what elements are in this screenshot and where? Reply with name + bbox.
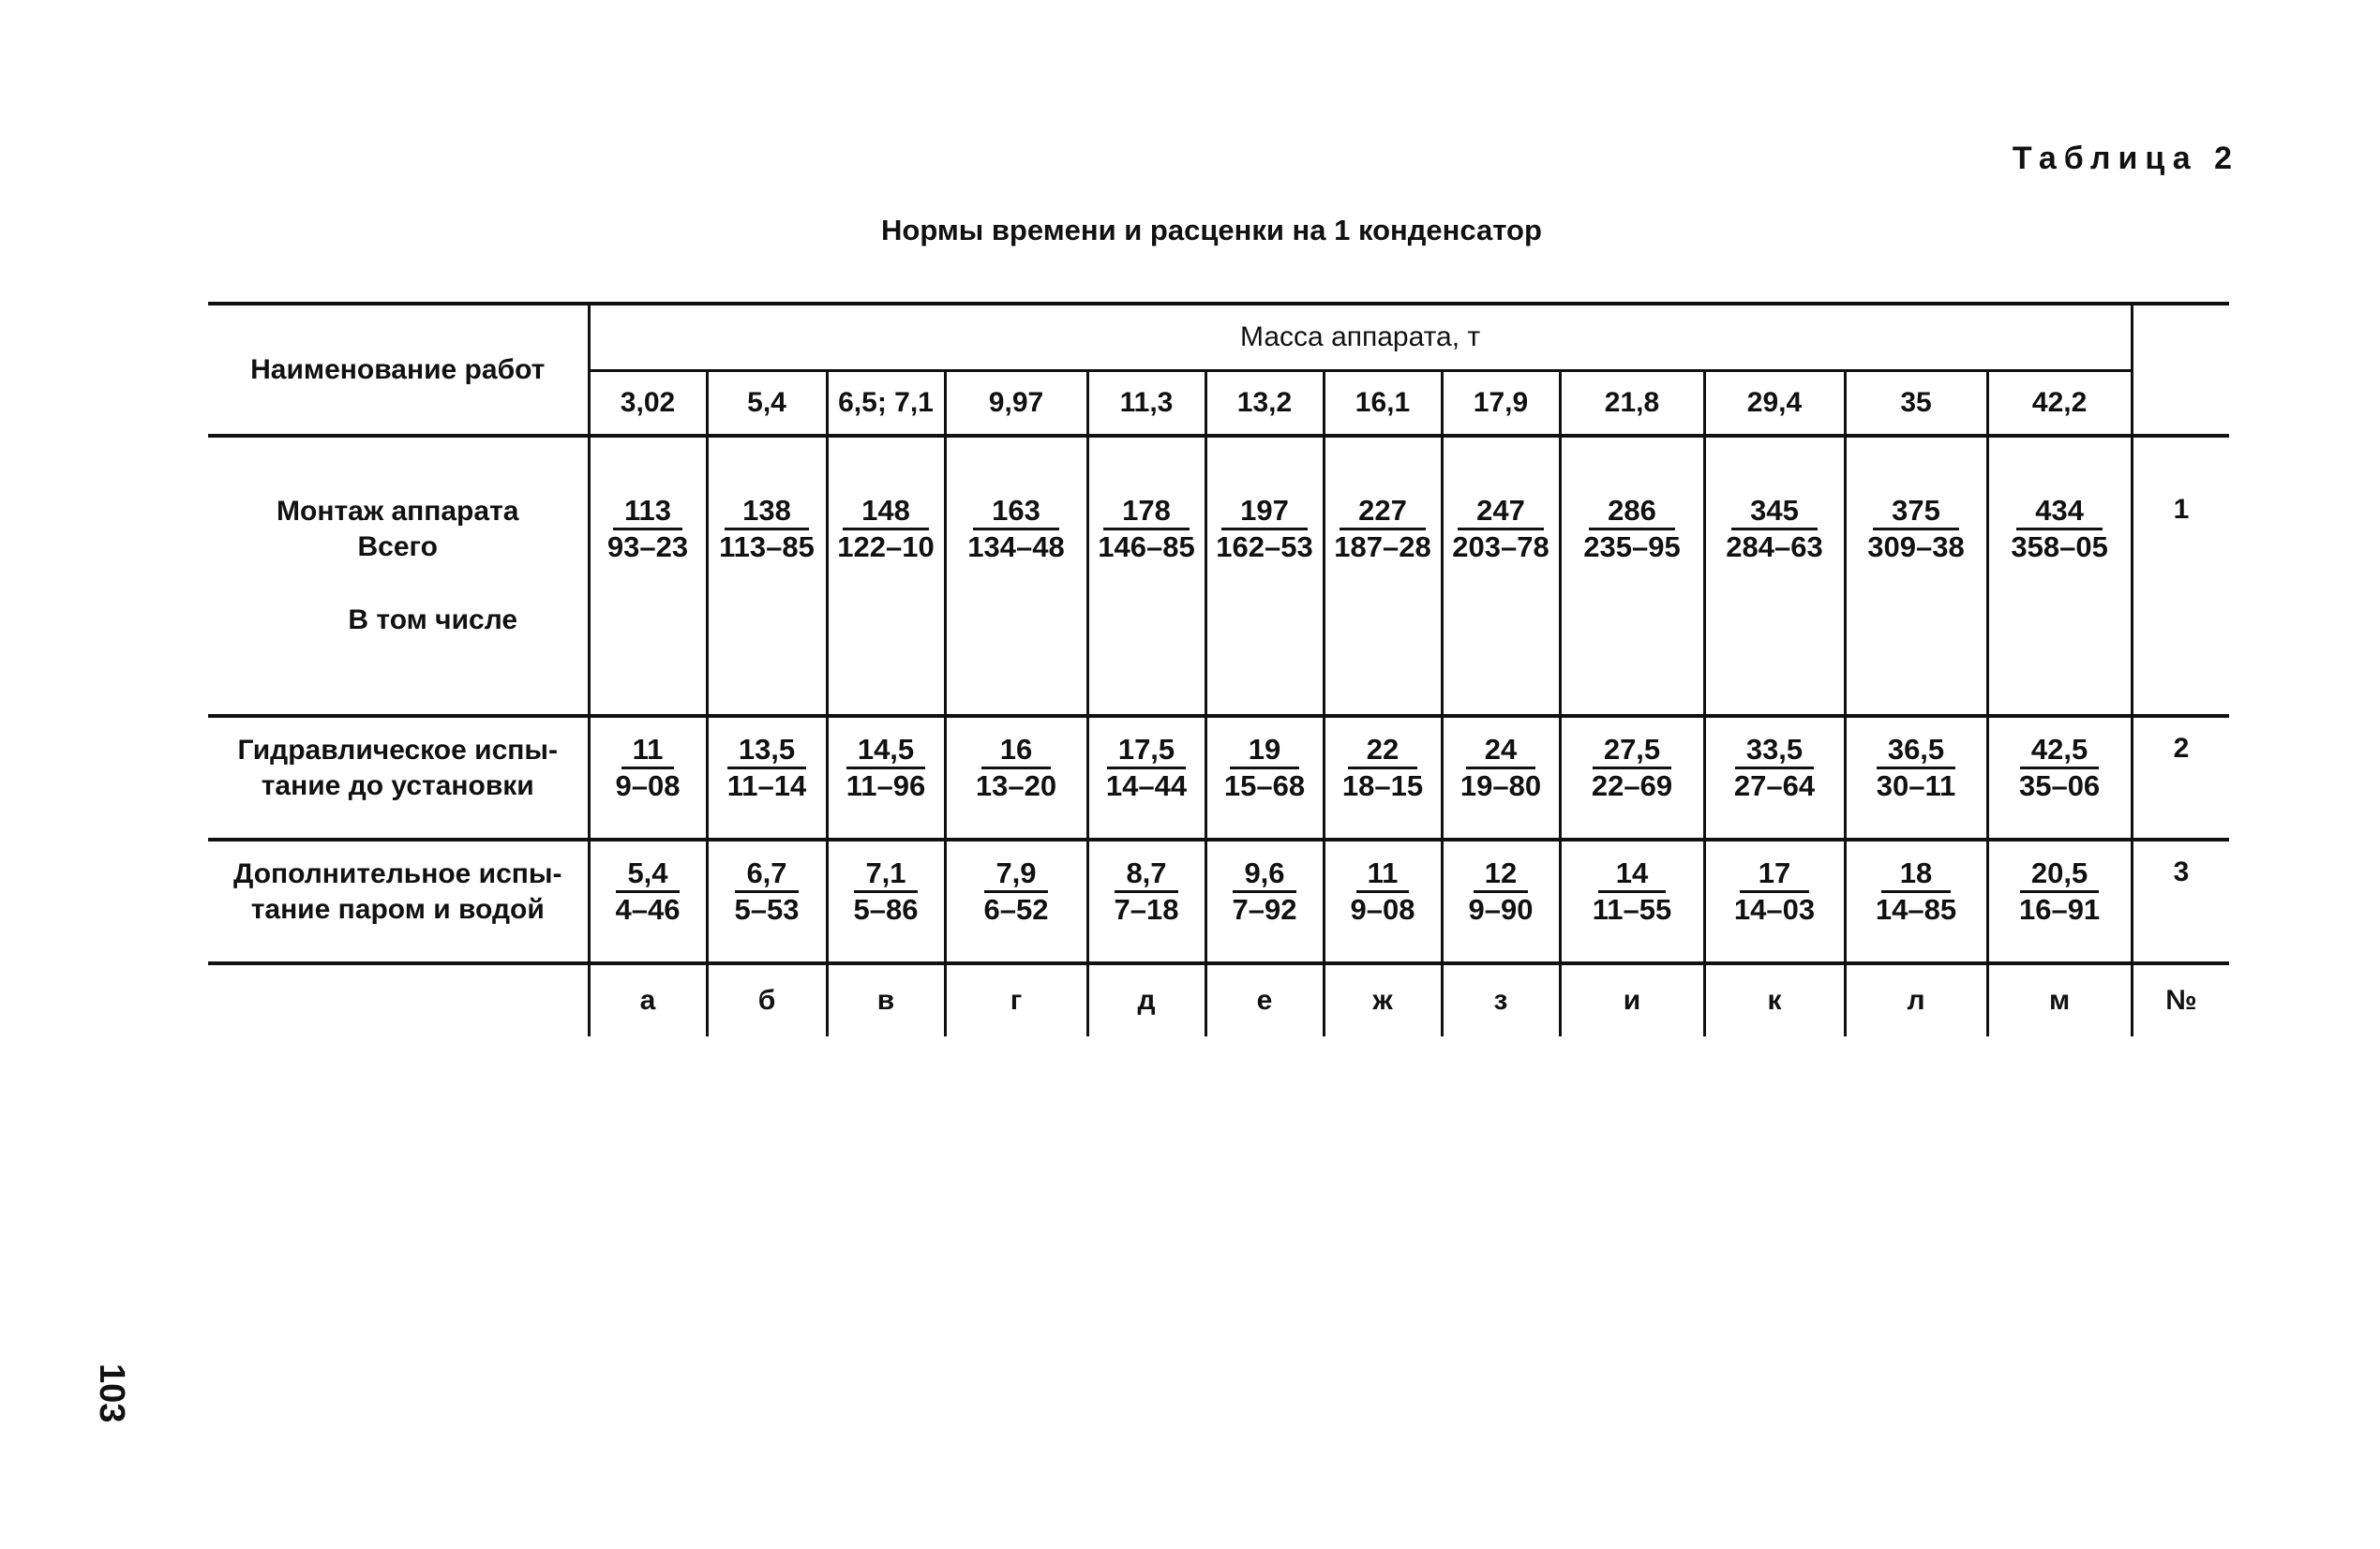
page-number: 103: [92, 1363, 131, 1423]
mass-value: 13,2: [1205, 371, 1324, 437]
row-number: 2: [2132, 716, 2229, 840]
row-number: 1: [2132, 436, 2229, 716]
norm-fraction: [841, 733, 931, 803]
column-letter: д: [1087, 963, 1205, 1036]
time-norm: 17: [1740, 856, 1809, 893]
mass-value: 5,4: [707, 371, 827, 437]
norm-cell: [1845, 436, 1987, 716]
norm-fraction: [610, 856, 684, 927]
column-letter: м: [1987, 963, 2132, 1036]
work-name-line: Всего: [357, 531, 438, 562]
rate-value: 4–46: [615, 893, 681, 926]
norm-fraction: [979, 856, 1053, 927]
time-norm: 163: [973, 494, 1058, 530]
column-letter: г: [945, 963, 1087, 1036]
rate-value: 14–03: [1733, 893, 1816, 926]
time-norm: 434: [2016, 494, 2102, 530]
column-letter: б: [707, 963, 827, 1036]
row-number: 3: [2132, 840, 2229, 963]
time-norm: 6,7: [735, 856, 798, 893]
mass-header: Масса аппарата, т: [589, 304, 2132, 371]
time-norm: 138: [725, 494, 809, 530]
rate-value: 30–11: [1876, 769, 1956, 802]
rate-value: 93–23: [606, 530, 689, 563]
work-name-cell: [208, 436, 589, 716]
norm-fraction: [1593, 856, 1672, 927]
mass-value: 16,1: [1324, 371, 1442, 437]
column-letter: и: [1560, 963, 1704, 1036]
norm-cell: [1845, 840, 1987, 963]
rate-value: 5–53: [734, 893, 800, 926]
work-row: [208, 716, 2229, 840]
time-norm: 7,9: [984, 856, 1047, 893]
rate-value: 15–68: [1223, 769, 1306, 802]
rate-value: 9–08: [1350, 893, 1415, 926]
norm-fraction: [1468, 856, 1534, 927]
mass-value: 17,9: [1442, 371, 1560, 437]
norm-fraction: [1098, 494, 1194, 564]
rate-value: 7–92: [1232, 893, 1297, 926]
rate-value: 11–55: [1592, 893, 1672, 926]
time-norm: 7,1: [854, 856, 917, 893]
norm-cell: [1087, 436, 1205, 716]
norm-cell: [1560, 840, 1704, 963]
rate-value: 16–91: [2018, 893, 2101, 926]
table-label: Таблица 2: [2012, 141, 2239, 176]
rate-value: 13–20: [975, 769, 1057, 802]
column-letter: в: [827, 963, 945, 1036]
norm-fraction: [2014, 856, 2104, 927]
norm-fraction: [719, 494, 815, 564]
time-norm: 20,5: [2020, 856, 2099, 893]
rate-value: 134–48: [967, 530, 1065, 563]
work-name-cell: [208, 840, 589, 963]
norm-fraction: [1227, 856, 1301, 927]
work-name-line: тание паром и водой: [250, 894, 545, 925]
norm-cell: [827, 716, 945, 840]
norm-cell: [1704, 436, 1845, 716]
norm-fraction: [1342, 733, 1423, 803]
rate-value: 162–53: [1216, 530, 1313, 563]
norm-cell: [945, 716, 1087, 840]
rate-value: 22–69: [1591, 769, 1673, 802]
norm-fraction: [1334, 494, 1430, 564]
time-norm: 286: [1589, 494, 1674, 530]
norm-fraction: [2011, 494, 2107, 564]
mass-value: 11,3: [1087, 371, 1205, 437]
norm-fraction: [1224, 733, 1305, 803]
rate-value: 18–15: [1341, 769, 1424, 802]
header-row: [208, 304, 2229, 371]
norm-cell: [1324, 436, 1442, 716]
mass-value: 21,8: [1560, 371, 1704, 437]
time-norm: 36,5: [1877, 733, 1955, 769]
rate-value: 9–08: [615, 769, 681, 802]
norm-fraction: [729, 856, 803, 927]
norm-cell: [1987, 840, 2132, 963]
time-norm: 9,6: [1233, 856, 1295, 893]
time-norm: 19: [1230, 733, 1299, 769]
time-norm: 11: [1356, 856, 1410, 893]
norm-cell: [589, 716, 707, 840]
norms-table: [208, 302, 2229, 1036]
norm-fraction: [1876, 856, 1956, 927]
norm-fraction: [722, 733, 812, 803]
norm-cell: [1704, 840, 1845, 963]
rate-value: 113–85: [719, 530, 815, 563]
norm-cell: [589, 436, 707, 716]
rate-value: 284–63: [1726, 530, 1823, 563]
norm-fraction: [1216, 494, 1312, 564]
norm-cell: [589, 840, 707, 963]
time-norm: 13,5: [727, 733, 806, 769]
norm-cell: [1987, 436, 2132, 716]
time-norm: 247: [1458, 494, 1543, 530]
column-letter: ж: [1324, 963, 1442, 1036]
norm-fraction: [1726, 494, 1822, 564]
column-letter: з: [1442, 963, 1560, 1036]
norm-cell: [945, 436, 1087, 716]
rate-value: 122–10: [837, 530, 935, 563]
time-norm: 8,7: [1115, 856, 1177, 893]
rate-value: 7–18: [1114, 893, 1179, 926]
rate-value: 14–85: [1875, 893, 1957, 926]
mass-value: 35: [1845, 371, 1987, 437]
column-letters-row: [208, 963, 2229, 1036]
rate-value: 6–52: [983, 893, 1049, 926]
time-norm: 33,5: [1735, 733, 1814, 769]
number-symbol: №: [2132, 963, 2229, 1036]
column-letter: л: [1845, 963, 1987, 1036]
norm-cell: [1442, 716, 1560, 840]
rate-value: 187–28: [1334, 530, 1431, 563]
rate-value: 27–64: [1733, 769, 1816, 802]
work-name-line: Дополнительное испы-: [232, 858, 562, 889]
number-header-cell: [2132, 304, 2229, 436]
rate-value: 19–80: [1459, 769, 1542, 802]
time-norm: 178: [1103, 494, 1189, 530]
time-norm: 148: [843, 494, 928, 530]
mass-value: 3,02: [589, 371, 707, 437]
column-letter: к: [1704, 963, 1845, 1036]
rate-value: 235–95: [1583, 530, 1681, 563]
work-name-header: Наименование работ: [208, 304, 589, 436]
subnote: В том числе: [348, 604, 518, 635]
norm-cell: [707, 840, 827, 963]
time-norm: 375: [1873, 494, 1958, 530]
norm-cell: [827, 840, 945, 963]
norm-fraction: [1351, 856, 1415, 927]
norm-cell: [1087, 840, 1205, 963]
norm-fraction: [1871, 733, 1961, 803]
norm-cell: [1087, 716, 1205, 840]
time-norm: 14,5: [846, 733, 925, 769]
time-norm: 18: [1881, 856, 1951, 893]
mass-value: 9,97: [945, 371, 1087, 437]
norm-cell: [1987, 716, 2132, 840]
norm-fraction: [1729, 733, 1819, 803]
norm-cell: [1845, 716, 1987, 840]
norm-cell: [1324, 840, 1442, 963]
work-name-cell: [208, 716, 589, 840]
column-letter: а: [589, 963, 707, 1036]
norm-fraction: [837, 494, 934, 564]
norm-fraction: [967, 494, 1064, 564]
norm-fraction: [1109, 856, 1183, 927]
time-norm: 42,5: [2020, 733, 2099, 769]
mass-value: 42,2: [1987, 371, 2132, 437]
norm-fraction: [1734, 856, 1815, 927]
norm-fraction: [2014, 733, 2104, 803]
time-norm: 14: [1598, 856, 1667, 893]
norm-cell: [1704, 716, 1845, 840]
rate-value: 11–96: [846, 769, 926, 802]
time-norm: 11: [621, 733, 675, 769]
norm-cell: [1205, 436, 1324, 716]
time-norm: 17,5: [1107, 733, 1186, 769]
time-norm: 345: [1731, 494, 1817, 530]
empty-cell: [208, 963, 589, 1036]
time-norm: 27,5: [1593, 733, 1671, 769]
norm-cell: [1442, 840, 1560, 963]
norm-fraction: [1583, 494, 1680, 564]
work-name-line: Гидравлическое испы-: [237, 735, 558, 766]
norm-fraction: [1101, 733, 1191, 803]
norm-cell: [707, 716, 827, 840]
norm-fraction: [607, 494, 688, 564]
norm-cell: [1205, 716, 1324, 840]
mass-value: 6,5; 7,1: [827, 371, 945, 437]
norm-fraction: [616, 733, 681, 803]
rate-value: 358–05: [2011, 530, 2108, 563]
time-norm: 22: [1348, 733, 1417, 769]
norm-cell: [1560, 716, 1704, 840]
rate-value: 11–14: [726, 769, 807, 802]
norm-fraction: [848, 856, 922, 927]
time-norm: 16: [981, 733, 1051, 769]
norm-fraction: [976, 733, 1056, 803]
rate-value: 9–90: [1468, 893, 1534, 926]
rate-value: 14–44: [1105, 769, 1188, 802]
time-norm: 5,4: [616, 856, 679, 893]
norm-fraction: [1867, 494, 1964, 564]
norm-cell: [1205, 840, 1324, 963]
norm-fraction: [1587, 733, 1677, 803]
rate-value: 309–38: [1867, 530, 1965, 563]
rate-value: 5–86: [853, 893, 919, 926]
norm-fraction: [1460, 733, 1541, 803]
time-norm: 113: [613, 494, 682, 530]
column-letter: е: [1205, 963, 1324, 1036]
rate-value: 35–06: [2018, 769, 2101, 802]
rate-value: 203–78: [1452, 530, 1549, 563]
table-title: Нормы времени и расценки на 1 конденсатор: [881, 214, 1542, 246]
rate-value: 146–85: [1098, 530, 1195, 563]
work-row: [208, 840, 2229, 963]
norm-cell: [707, 436, 827, 716]
norm-cell: [827, 436, 945, 716]
work-row: [208, 436, 2229, 716]
mass-value: 29,4: [1704, 371, 1845, 437]
norm-cell: [1442, 436, 1560, 716]
time-norm: 24: [1466, 733, 1535, 769]
norm-cell: [1324, 716, 1442, 840]
time-norm: 197: [1221, 494, 1307, 530]
norm-cell: [945, 840, 1087, 963]
time-norm: 12: [1474, 856, 1528, 893]
work-name-line: тание до установки: [261, 770, 534, 801]
norm-cell: [1560, 436, 1704, 716]
time-norm: 227: [1340, 494, 1425, 530]
work-name-line: Монтаж аппарата: [277, 496, 519, 527]
norm-fraction: [1452, 494, 1549, 564]
